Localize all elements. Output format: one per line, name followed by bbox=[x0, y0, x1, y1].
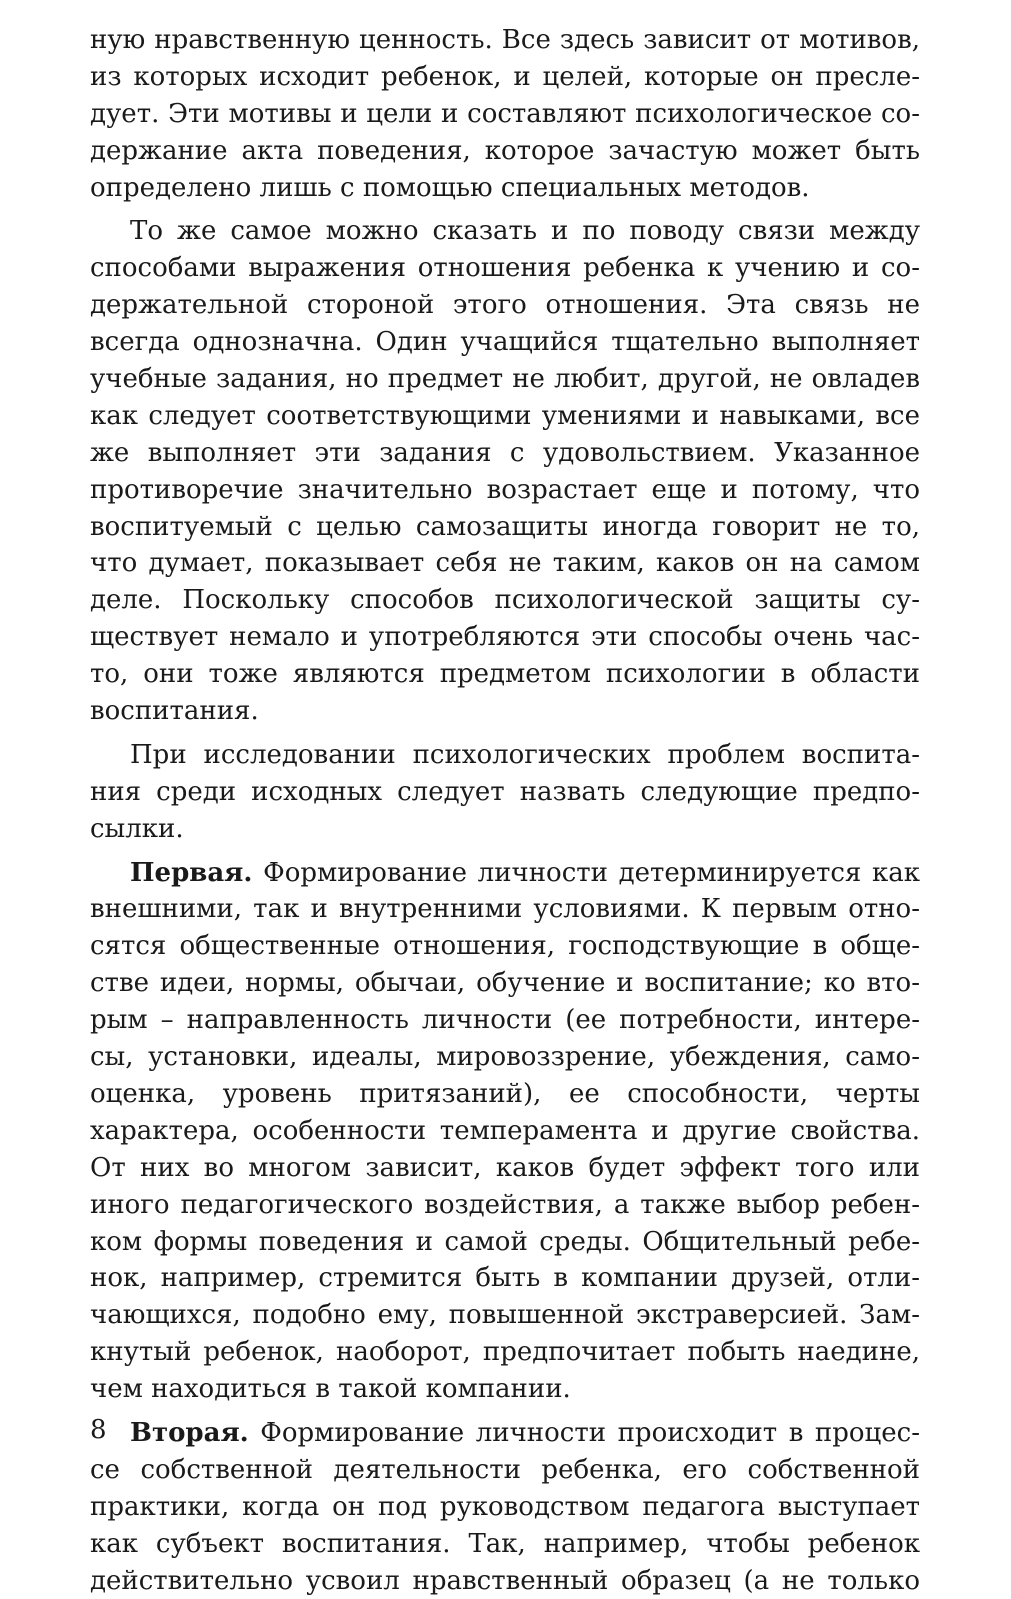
text-line: из которых исходит ребенок, и целей, которые он пресле- bbox=[90, 61, 920, 92]
text-line: оценка, уровень притязаний), ее способности, черты bbox=[90, 1078, 920, 1109]
text-line: нок, например, стремится быть в компании друзей, отли- bbox=[90, 1263, 920, 1294]
text-line: чающихся, подобно ему, повышенной экстраверсией. Зам- bbox=[90, 1300, 920, 1331]
text-line: держательной стороной этого отношения. Эта связь не bbox=[90, 290, 920, 321]
text-line: внешними, так и внутренними условиями. К первым отно- bbox=[90, 894, 920, 925]
text-line: чем находиться в такой компании. bbox=[90, 1374, 571, 1405]
text-line: ществует немало и употребляются эти способы очень час- bbox=[90, 622, 920, 653]
text-line: кнутый ребенок, наоборот, предпочитает побыть наедине, bbox=[90, 1337, 920, 1368]
text-line: как субъект воспитания. Так, например, чтобы ребенок bbox=[90, 1528, 920, 1559]
text-line: То же самое можно сказать и по поводу связи между bbox=[130, 216, 920, 247]
text-line: определено лишь с помощью специальных методов. bbox=[90, 172, 810, 203]
page-number: 8 bbox=[90, 1415, 107, 1445]
text-line: всегда однозначна. Один учащийся тщательно выполняет bbox=[90, 327, 920, 358]
text-line: действительно усвоил нравственный образец (а не только bbox=[90, 1565, 920, 1596]
text-line: держание акта поведения, которое зачастую может быть bbox=[90, 135, 920, 166]
text-line: сылки. bbox=[90, 813, 184, 844]
text-line: то, они тоже являются предметом психологии в области bbox=[90, 659, 920, 690]
paragraph-5 bbox=[90, 1415, 920, 1599]
text-line: се собственной деятельности ребенка, его собственной bbox=[90, 1454, 920, 1485]
paragraph-4 bbox=[90, 855, 920, 1408]
text-line: рым – направленность личности (ее потребности, интере- bbox=[90, 1005, 920, 1036]
text-line: иного педагогического воздействия, а также выбор ребен- bbox=[90, 1189, 920, 1220]
text-line: характера, особенности темперамента и другие свойства. bbox=[90, 1115, 920, 1146]
text-line: сы, установки, идеалы, мировоззрение, убеждения, само- bbox=[90, 1042, 920, 1073]
paragraph-3 bbox=[90, 737, 920, 848]
text-line: Первая. Формирование личности детерминируется как bbox=[130, 857, 920, 888]
text-line: как следует соответствующими умениями и навыками, все bbox=[90, 400, 920, 431]
text-line: ную нравственную ценность. Все здесь зависит от мотивов, bbox=[90, 25, 920, 55]
paragraph-1 bbox=[90, 22, 920, 206]
text-line: дует. Эти мотивы и цели и составляют психологическое со- bbox=[90, 98, 920, 129]
text-line: При исследовании психологических проблем воспита- bbox=[130, 739, 920, 770]
text-line: воспитуемый с целью самозащиты иногда говорит не то, bbox=[90, 511, 920, 542]
text-line: что думает, показывает себя не таким, каков он на самом bbox=[90, 548, 920, 579]
text-line: стве идеи, нормы, обычаи, обучение и воспитание; ко вто- bbox=[90, 968, 920, 999]
text-line: ния среди исходных следует назвать следующие предпо- bbox=[90, 776, 920, 807]
page-body bbox=[90, 22, 920, 1599]
text-line: Вторая. Формирование личности происходит в процес- bbox=[130, 1417, 920, 1448]
text-line: От них во многом зависит, каков будет эффект того или bbox=[90, 1152, 920, 1183]
text-line: учебные задания, но предмет не любит, другой, не овладев bbox=[90, 364, 920, 395]
text-line: способами выражения отношения ребенка к учению и со- bbox=[90, 253, 920, 284]
text-line: практики, когда он под руководством педагога выступает bbox=[90, 1491, 920, 1522]
text-line: воспитания. bbox=[90, 696, 259, 727]
text-line: деле. Поскольку способов психологической защиты су- bbox=[90, 585, 920, 616]
text-line: противоречие значительно возрастает еще и потому, что bbox=[90, 474, 920, 505]
text-line: ком формы поведения и самой среды. Общительный ребе- bbox=[90, 1226, 920, 1257]
paragraph-lead-bold: Первая. bbox=[130, 857, 253, 888]
paragraph-2 bbox=[90, 213, 920, 729]
paragraph-lead-bold: Вторая. bbox=[130, 1417, 249, 1448]
text-line: же выполняет эти задания с удовольствием. Указанное bbox=[90, 437, 920, 468]
text-line: сятся общественные отношения, господствующие в обще- bbox=[90, 931, 920, 962]
